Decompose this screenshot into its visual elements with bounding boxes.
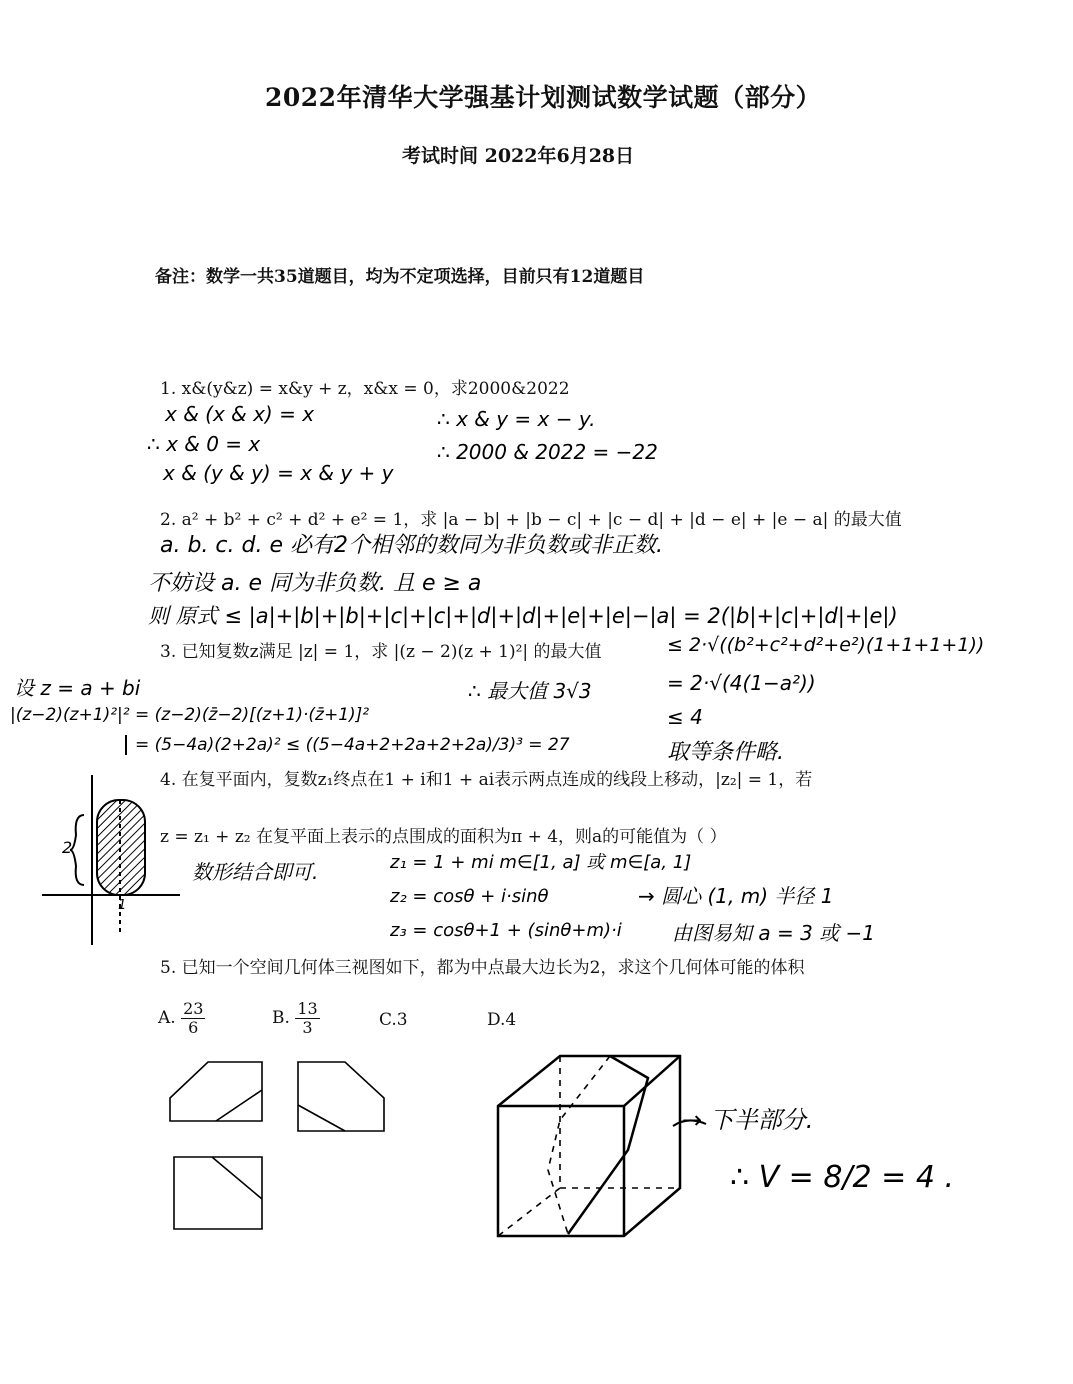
question-1: 1. x&(y&z) = x&y + z，x&x = 0，求2000&2022 bbox=[160, 379, 570, 399]
option-a-label: A. bbox=[158, 1008, 176, 1028]
hw-q4-z3: z₃ = cosθ+1 + (sinθ+m)·i bbox=[390, 920, 622, 941]
hw-q2-right-4: 取等条件略. bbox=[667, 740, 784, 765]
q4-sketch-figure bbox=[42, 775, 180, 945]
hw-q3-line-3: = (5−4a)(2+2a)² ≤ ((5−4a+2+2a+2+2a)/3)³ = 27 bbox=[135, 735, 570, 755]
question-4-line-1: 4. 在复平面内，复数z₁终点在1 + i和1 + ai表示两点连成的线段上移动，|z₂| = 1，若 bbox=[160, 770, 813, 790]
option-a-numerator: 23 bbox=[183, 999, 204, 1018]
hw-q4-right-2: 由图易知 a = 3 或 −1 bbox=[672, 921, 876, 945]
hw-q2-right-1: ≤ 2·√((b²+c²+d²+e²)(1+1+1+1)) bbox=[667, 634, 985, 656]
cube-right-top-edge bbox=[624, 1056, 680, 1106]
q5-side-view bbox=[298, 1062, 384, 1131]
hw-q4-right-1: → 圆心 (1, m) 半径 1 bbox=[638, 884, 834, 908]
hw-q3-line-2: |(z−2)(z+1)²|² = (z−2)(z̄−2)[(z+1)·(z̄+1)]² bbox=[10, 705, 370, 725]
option-b-denominator: 3 bbox=[302, 1018, 313, 1037]
question-2: 2. a² + b² + c² + d² + e² = 1，求 |a − b| + |b − c| + |c − d| + |d − e| + |e − a| 的最大值 bbox=[160, 510, 902, 530]
hw-q4-sketch-tick: 1 bbox=[118, 898, 127, 913]
hw-q1-right-1: ∴ x & y = x − y. bbox=[437, 407, 596, 431]
q5-top-view bbox=[174, 1157, 262, 1229]
hw-q1-line-1: x & (x & x) = x bbox=[165, 402, 315, 426]
hw-q2-line-3: 则 原式 ≤ |a|+|b|+|b|+|c|+|c|+|d|+|d|+|e|+|e|−|a| = 2(|b|+|c|+|d|+|e|) bbox=[148, 604, 898, 628]
lower-part-arrow bbox=[673, 1120, 706, 1126]
hw-q5-right-1: → 下半部分. bbox=[682, 1106, 814, 1134]
option-d: D.4 bbox=[487, 1010, 517, 1030]
hw-q2-line-2: 不妨设 a. e 同为非负数. 且 e ≥ a bbox=[148, 571, 482, 596]
q5-cube-drawing bbox=[498, 1056, 706, 1236]
hw-q2-right-2: = 2·√(4(1−a²)) bbox=[667, 671, 816, 695]
hw-q1-right-2: ∴ 2000 & 2022 = −22 bbox=[437, 440, 658, 464]
question-5: 5. 已知一个空间几何体三视图如下，都为中点最大边长为2，求这个几何体可能的体积 bbox=[160, 958, 805, 978]
page-title: 2022年清华大学强基计划测试数学试题（部分） bbox=[265, 83, 822, 112]
q4-sketch-brace bbox=[70, 815, 84, 885]
q5-front-view bbox=[170, 1062, 262, 1121]
cut-line-solid bbox=[568, 1056, 648, 1234]
option-b-numerator: 13 bbox=[297, 999, 318, 1018]
option-a-denominator: 6 bbox=[188, 1018, 199, 1037]
hw-q2-right-3: ≤ 4 bbox=[667, 705, 703, 729]
question-3: 3. 已知复数z满足 |z| = 1，求 |(z − 2)(z + 1)²| 的最大值 bbox=[160, 642, 602, 662]
hw-q4-line-1: 数形结合即可. bbox=[192, 860, 319, 884]
hw-q3-max: ∴ 最大值 3√3 bbox=[468, 679, 592, 703]
hw-q4-z1: z₁ = 1 + mi m∈[1, a] 或 m∈[a, 1] bbox=[390, 852, 692, 873]
hw-q3-line-1: 设 z = a + bi bbox=[14, 676, 141, 700]
option-c: C.3 bbox=[379, 1010, 408, 1030]
cube-outline bbox=[498, 1056, 680, 1236]
question-4-line-2: z = z₁ + z₂ 在复平面上表示的点围成的面积为π + 4，则a的可能值为（ ） bbox=[160, 827, 727, 847]
hw-q1-line-3: x & (y & y) = x & y + y bbox=[163, 461, 394, 485]
hw-q1-line-2: ∴ x & 0 = x bbox=[147, 432, 261, 456]
option-b-label: B. bbox=[272, 1008, 290, 1028]
cube-hidden-edges bbox=[560, 1056, 680, 1188]
exam-time: 考试时间 2022年6月28日 bbox=[402, 145, 635, 167]
hw-q2-line-1: a. b. c. d. e 必有2个相邻的数同为非负数或非正数. bbox=[160, 533, 663, 558]
cube-hidden-diagonal bbox=[498, 1188, 560, 1236]
exam-note: 备注：数学一共35道题目，均为不定项选择，目前只有12道题目 bbox=[155, 267, 645, 287]
hw-q4-z2: z₂ = cosθ + i·sinθ bbox=[390, 886, 549, 907]
hw-q5-right-2: ∴ V = 8/2 = 4 . bbox=[730, 1160, 955, 1195]
cut-line-hidden bbox=[548, 1056, 610, 1234]
hw-q4-sketch-label: 2 bbox=[62, 838, 73, 857]
